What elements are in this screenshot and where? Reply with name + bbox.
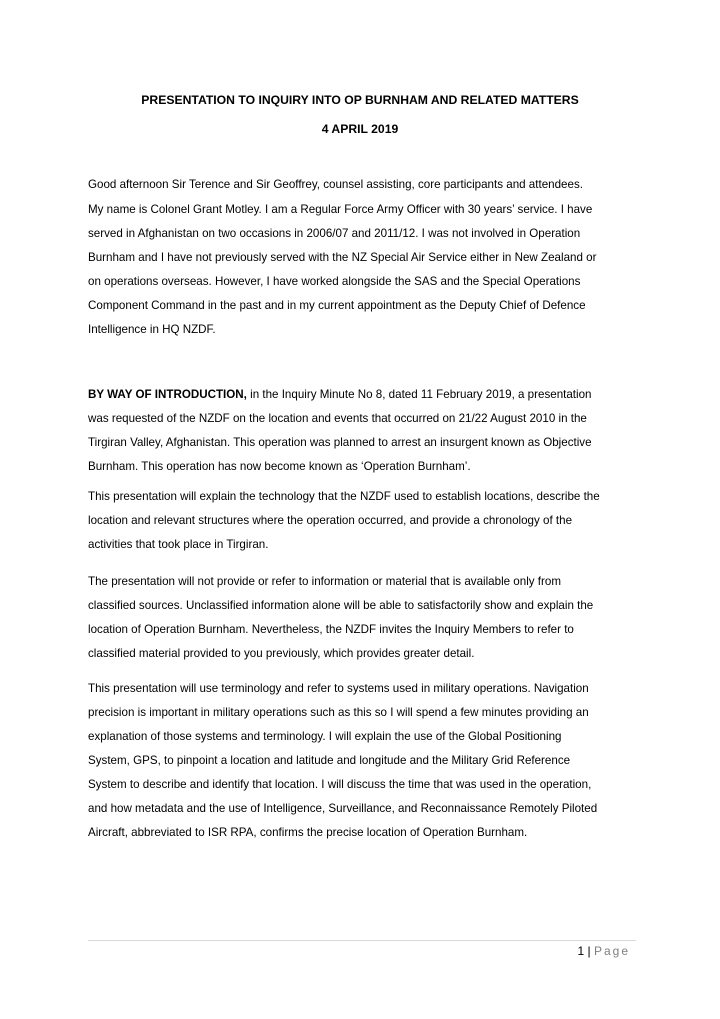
paragraph-line: precision is important in military operations such as this so I will spend a few minutes providing an [88,706,589,719]
paragraph-line-text: in the Inquiry Minute No 8, dated 11 February 2019, a presentation [246,388,592,401]
paragraph-line: Burnham and I have not previously served with the NZ Special Air Service either in New Zealand or [88,251,597,264]
paragraph-line: System, GPS, to pinpoint a location and latitude and longitude and the Military Grid Reference [88,754,571,767]
page-footer [577,944,630,958]
page-label: Page [593,944,630,958]
paragraph-line: location of Operation Burnham. Nevertheless, the NZDF invites the Inquiry Members to refer to [88,623,574,636]
paragraph-line: The presentation will not provide or refer to information or material that is available only from [88,575,561,588]
paragraph-introduction-speaker [88,198,638,342]
paragraph-line: was requested of the NZDF on the location and events that occurred on 21/22 August 2010 in the [88,412,587,425]
paragraph-line [88,383,638,407]
paragraph-line: System to describe and identify that location. I will discuss the time that was used in the operation, [88,778,592,791]
paragraph-line: and how metadata and the use of Intelligence, Surveillance, and Reconnaissance Remotely Piloted [88,802,598,815]
paragraph-line: Burnham. This operation has now become known as ‘Operation Burnham’. [88,460,471,473]
document-date: 4 APRIL 2019 [321,122,399,136]
paragraph-line: classified material provided to you previously, which provides greater detail. [88,647,475,660]
paragraph-line: Aircraft, abbreviated to ISR RPA, confirms the precise location of Operation Burnham. [88,826,528,839]
paragraph-line: location and relevant structures where the operation occurred, and provide a chronology of the [88,514,573,527]
paragraph-line: Intelligence in HQ NZDF. [88,323,216,336]
paragraph-line: classified sources. Unclassified information alone will be able to satisfactorily show and explain the [88,599,594,612]
paragraph-line: Tirgiran Valley, Afghanistan. This operation was planned to arrest an insurgent known as Objective [88,436,592,449]
paragraph-by-way-of-introduction [88,383,638,479]
paragraph-classified-sources [88,570,638,666]
paragraph-lead-heading: BY WAY OF INTRODUCTION, [88,388,247,401]
paragraph-line: activities that took place in Tirgiran. [88,538,269,551]
page-number: 1 [577,944,585,958]
paragraph-line: on operations overseas. However, I have worked alongside the SAS and the Special Operations [88,275,581,288]
footer-separator: | [587,944,591,958]
paragraph-line: explanation of those systems and terminology. I will explain the use of the Global Positioning [88,730,562,743]
paragraph-line: This presentation will use terminology and refer to systems used in military operations. Navigation [88,682,589,695]
paragraph-line: Component Command in the past and in my current appointment as the Deputy Chief of Defence [88,299,586,312]
paragraph-greeting [88,173,638,197]
document-title: PRESENTATION TO INQUIRY INTO OP BURNHAM AND RELATED MATTERS [141,93,579,107]
paragraph-line: Good afternoon Sir Terence and Sir Geoffrey, counsel assisting, core participants and attendees. [88,178,583,191]
paragraph-presentation-scope [88,485,638,557]
paragraph-terminology [88,677,638,845]
footer-divider [88,940,636,941]
paragraph-line: served in Afghanistan on two occasions in 2006/07 and 2011/12. I was not involved in Operation [88,227,581,240]
paragraph-line: This presentation will explain the technology that the NZDF used to establish locations, describe the [88,490,600,503]
paragraph-line: My name is Colonel Grant Motley. I am a Regular Force Army Officer with 30 years’ service. I have [88,203,593,216]
